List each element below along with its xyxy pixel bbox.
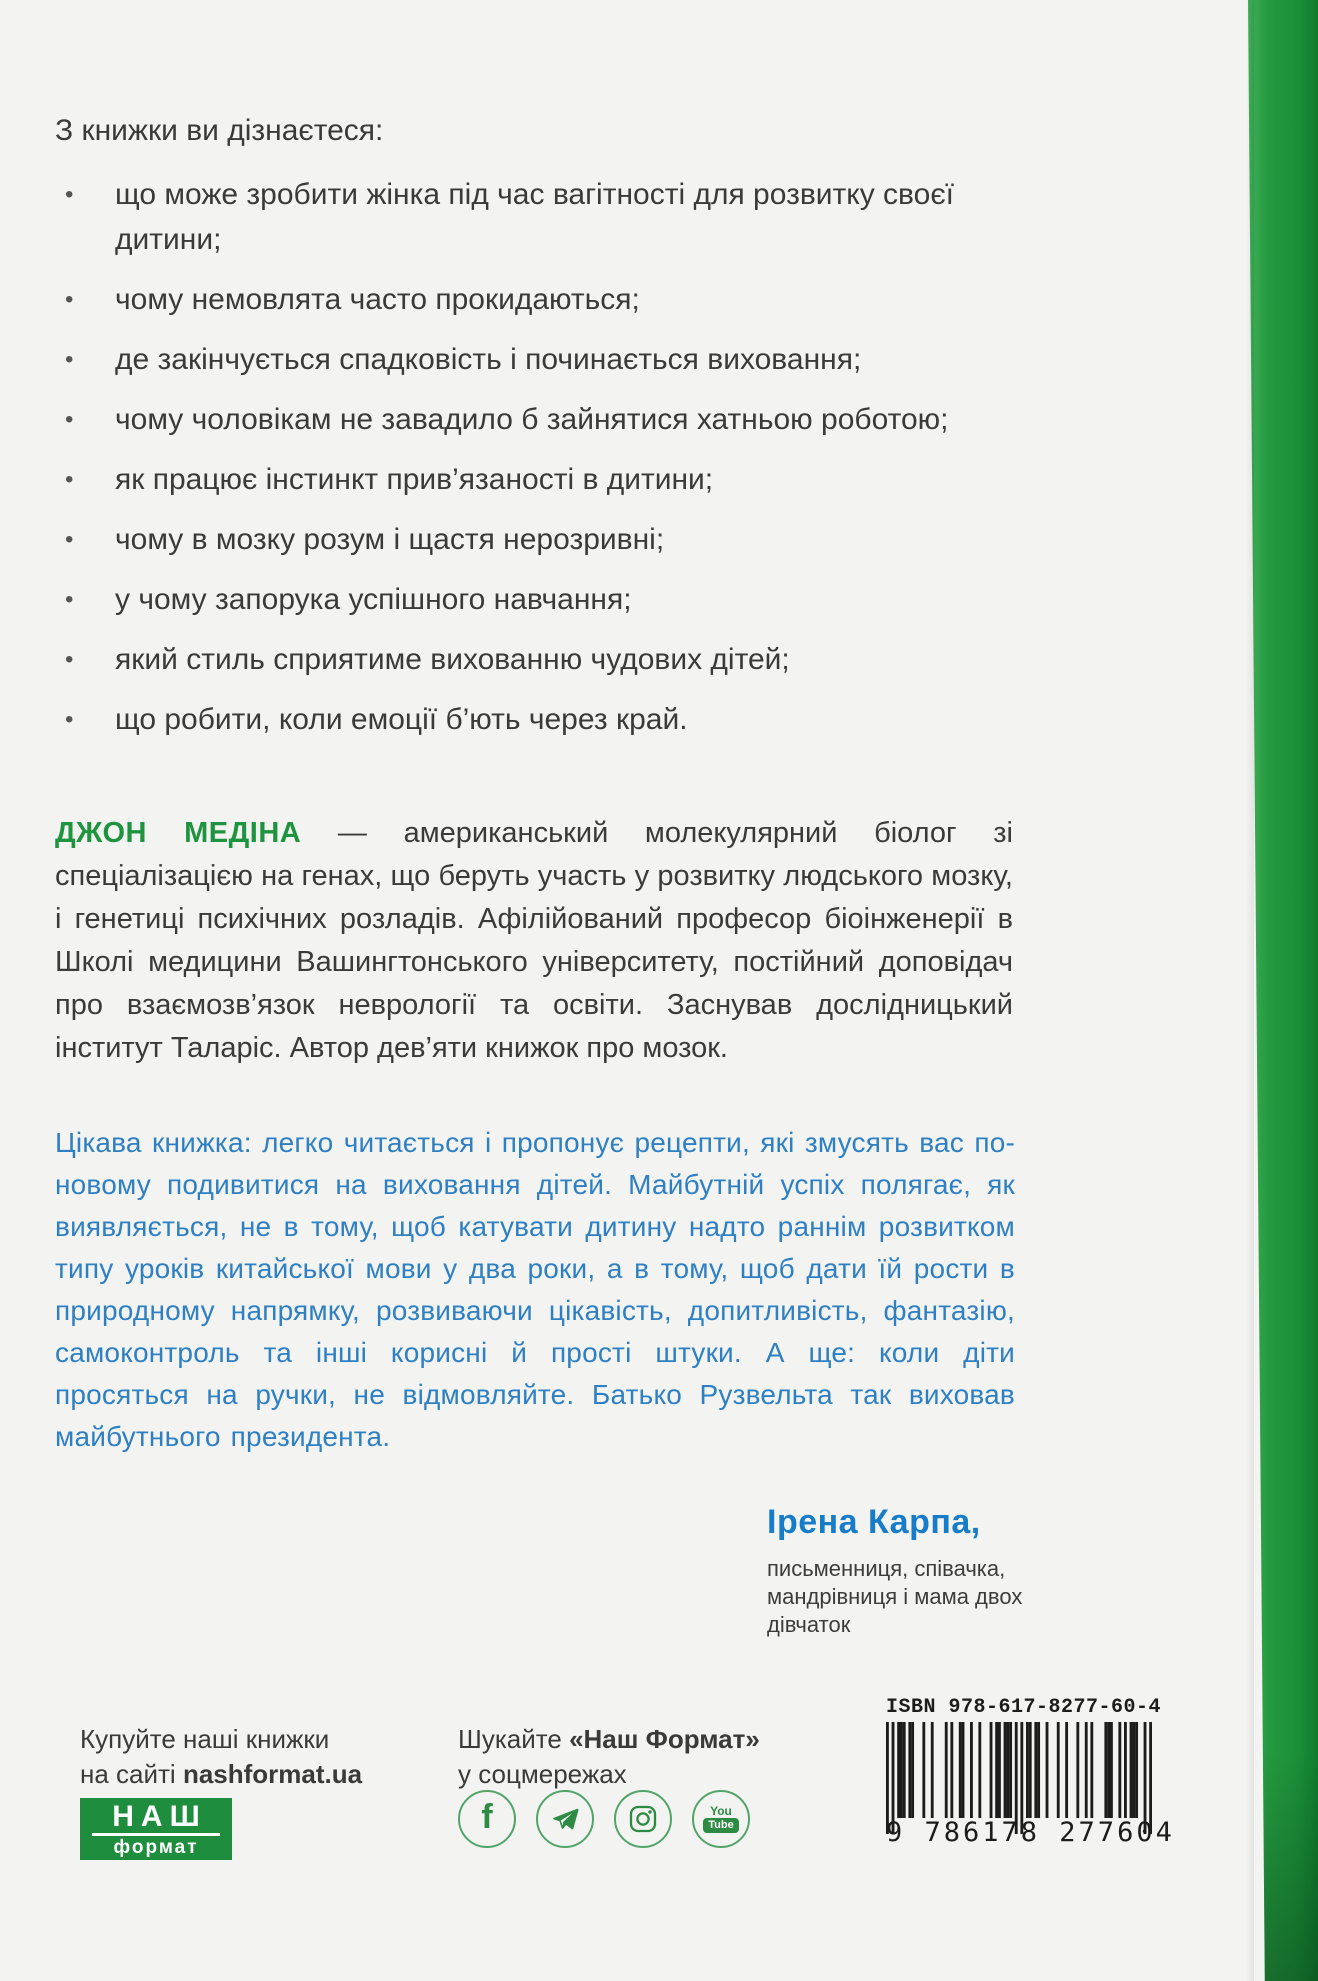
- buy-line-2: [80, 1757, 362, 1792]
- youtube-you-text: You: [710, 1804, 732, 1818]
- buy-books-text: [80, 1722, 362, 1792]
- bullet-text: чому немовлята часто прокидаються;: [115, 283, 640, 316]
- barcode-digits: 9 786178 277604: [886, 1817, 1175, 1848]
- bullet-text: як працює інстинкт прив’язаності в дитини;: [115, 463, 714, 496]
- highlights-list: [55, 172, 960, 757]
- bullet-text: де закінчується спадковість і починається виховання;: [115, 343, 862, 376]
- author-bio-text: — американський молекулярний біолог зі спеціалізацією на генах, що беруть участь у розвитку людського мозку, і генетиці психічних розладів. Афілійований професор біоінженерії в Школі медицини Вашингтонського університету, постійний доповідач про взаємозв’язок неврології та освіти. Заснував дослідницький інститут Таларіс. Автор дев’яти книжок про мозок.: [55, 817, 1013, 1064]
- social-line-1-prefix: Шукайте: [458, 1724, 570, 1754]
- review-signature: [767, 1503, 1067, 1639]
- list-item: [55, 637, 960, 682]
- telegram-icon: [536, 1790, 594, 1848]
- buy-line-1: Купуйте наші книжки: [80, 1724, 330, 1754]
- cover-edge-shadow: [1246, 0, 1254, 1981]
- book-spine-cloth: [1248, 0, 1318, 1981]
- logo-word-top: НАШ: [112, 1799, 207, 1833]
- reviewer-credits: [767, 1555, 1067, 1639]
- youtube-wordmark: [703, 1805, 738, 1833]
- instagram-camera-glyph: [629, 1805, 657, 1833]
- list-item: [55, 697, 960, 742]
- facebook-glyph: f: [481, 1798, 493, 1836]
- social-line-1: [458, 1722, 760, 1757]
- reviewer-credit-line: письменниця, співачка,: [767, 1556, 1006, 1581]
- list-item: [55, 577, 960, 622]
- bullet-text: що робити, коли емоції б’ють через край.: [115, 703, 688, 736]
- list-item: [55, 517, 960, 562]
- page-title: З книжки ви дізнаєтеся:: [55, 114, 384, 147]
- isbn-number: ISBN 978-617-8277-60-4: [886, 1696, 1162, 1719]
- youtube-tube-text: Tube: [703, 1818, 738, 1833]
- website-url: nashformat.ua: [182, 1759, 363, 1789]
- author-name: ДЖОН МЕДІНА: [55, 817, 302, 849]
- telegram-plane-glyph: [550, 1804, 580, 1834]
- bullet-text: що може зробити жінка під час вагітності для розвитку своєї дитини;: [115, 178, 954, 256]
- list-item: [55, 277, 960, 322]
- logo-word-bottom: формат: [113, 1836, 199, 1858]
- reviewer-credit-line: мандрівниця і мама двох дівчаток: [767, 1584, 1023, 1637]
- buy-line-2-prefix: на сайті: [80, 1759, 183, 1789]
- social-icons-row: [458, 1790, 750, 1848]
- brand-name: «Наш Формат»: [569, 1724, 760, 1754]
- author-bio-paragraph: [55, 812, 1013, 1070]
- social-invite-text: [458, 1722, 760, 1792]
- list-item: [55, 337, 960, 382]
- logo-divider: [92, 1833, 220, 1836]
- youtube-icon: [692, 1790, 750, 1848]
- facebook-icon: [458, 1790, 516, 1848]
- bullet-text: чому чоловікам не завадило б зайнятися хатньою роботою;: [115, 403, 949, 436]
- isbn-block: [886, 1696, 1175, 1848]
- bullet-text: у чому запорука успішного навчання;: [115, 583, 632, 616]
- list-item: [55, 397, 960, 442]
- bullet-text: чому в мозку розум і щастя нерозривні;: [115, 523, 665, 556]
- social-line-2: у соцмережах: [458, 1759, 627, 1789]
- reviewer-name: Ірена Карпа,: [767, 1503, 981, 1541]
- nash-format-logo: [80, 1798, 232, 1860]
- list-item: [55, 172, 960, 262]
- bullet-text: який стиль сприятиме вихованню чудових дітей;: [115, 643, 790, 676]
- instagram-icon: [614, 1790, 672, 1848]
- review-quote: Цікава книжка: легко читається і пропонує рецепти, які змусять вас по-новому подивитися на виховання дітей. Майбутній успіх полягає, як виявляється, не в тому, щоб катувати дитину надто раннім розвитком типу уроків китайської мови у два роки, а в тому, щоб дати їй рости в природному напрямку, розвиваючи цікавість, допитливість, фантазію, самоконтроль та інші корисні й прості штуки. А ще: коли діти просяться на ручки, не відмовляйте. Батько Рузвельта так виховав майбутнього президента.: [55, 1127, 1015, 1452]
- list-item: [55, 457, 960, 502]
